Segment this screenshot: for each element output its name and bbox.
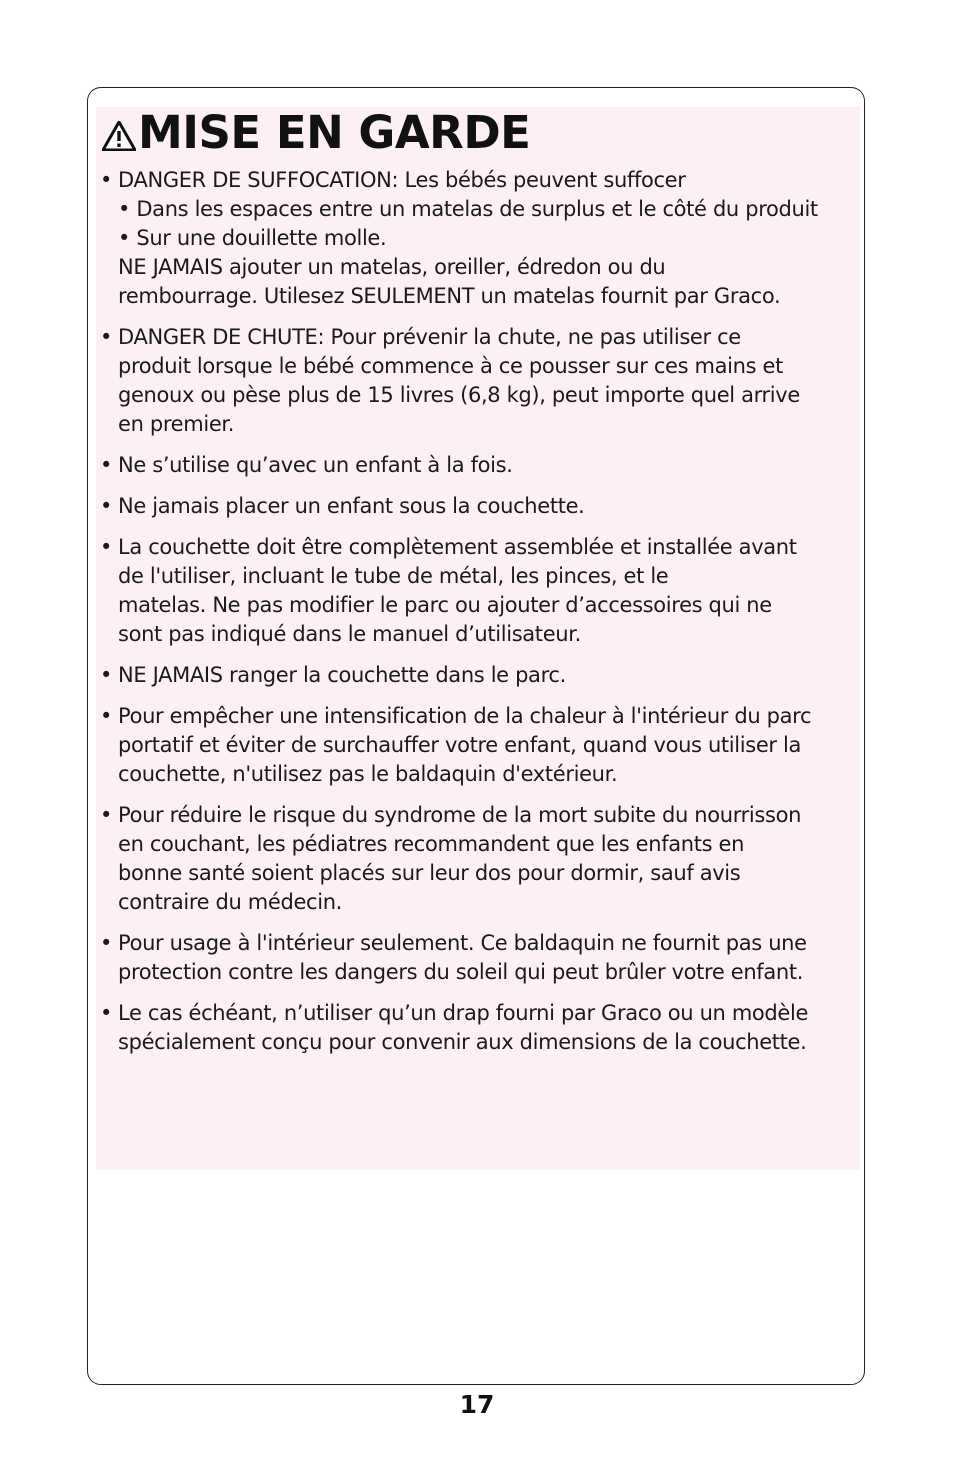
bullet-icon: • (100, 704, 113, 728)
warning-text-line: matelas. Ne pas modifier le parc ou ajouter d’accessoires qui ne (118, 593, 772, 617)
warning-item (100, 702, 860, 789)
warning-item (100, 323, 860, 439)
warning-triangle-icon (102, 121, 136, 151)
warning-text-line: portatif et éviter de surchauffer votre enfant, quand vous utiliser la (118, 733, 802, 757)
warning-sub-item: • Dans les espaces entre un matelas de surplus et le côté du produit (118, 197, 818, 221)
warning-text-line: produit lorsque le bébé commence à ce pousser sur ces mains et (118, 354, 783, 378)
warning-text-line: La couchette doit être complètement assemblée et installée avant (118, 535, 797, 559)
warning-text-line: couchette, n'utilisez pas le baldaquin d'extérieur. (118, 762, 618, 786)
warning-text-line: en premier. (118, 412, 235, 436)
warning-item (100, 492, 860, 521)
bullet-icon: • (100, 1001, 113, 1025)
bullet-icon: • (100, 453, 113, 477)
warning-item (100, 929, 860, 987)
warning-text-line: en couchant, les pédiatres recommandent que les enfants en (118, 832, 745, 856)
warning-text-line: Pour réduire le risque du syndrome de la mort subite du nourrisson (118, 803, 802, 827)
warning-text-line: Pour usage à l'intérieur seulement. Ce baldaquin ne fournit pas une (118, 931, 807, 955)
warning-item (100, 166, 860, 311)
warning-text-line: NE JAMAIS ajouter un matelas, oreiller, édredon ou du (118, 255, 666, 279)
bullet-icon: • (100, 663, 113, 687)
page-number: 17 (459, 1390, 495, 1419)
warning-sub-item: • Sur une douillette molle. (118, 226, 387, 250)
warning-text-line: DANGER DE CHUTE: Pour prévenir la chute, ne pas utiliser ce (118, 325, 741, 349)
warning-item (100, 999, 860, 1057)
warning-text-line: Le cas échéant, n’utiliser qu’un drap fourni par Graco ou un modèle (118, 1001, 809, 1025)
warning-text-line: bonne santé soient placés sur leur dos pour dormir, sauf avis (118, 861, 741, 885)
bullet-icon: • (100, 931, 113, 955)
warning-text-line: protection contre les dangers du soleil qui peut brûler votre enfant. (118, 960, 804, 984)
warning-text-line: Ne s’utilise qu’avec un enfant à la fois. (118, 453, 513, 477)
warning-heading (102, 100, 530, 164)
warning-text-line: Ne jamais placer un enfant sous la couchette. (118, 494, 585, 518)
warning-text-line: NE JAMAIS ranger la couchette dans le parc. (118, 663, 566, 687)
warning-list (100, 166, 860, 1069)
warning-item (100, 533, 860, 649)
warning-item (100, 661, 860, 690)
warning-text-line: Pour empêcher une intensification de la chaleur à l'intérieur du parc (118, 704, 812, 728)
warning-text-line: sont pas indiqué dans le manuel d’utilisateur. (118, 622, 581, 646)
warning-text-line: genoux ou pèse plus de 15 livres (6,8 kg), peut importe quel arrive (118, 383, 800, 407)
bullet-icon: • (100, 325, 113, 349)
warning-text-line: DANGER DE SUFFOCATION: Les bébés peuvent suffocer (118, 168, 686, 192)
bullet-icon: • (100, 494, 113, 518)
bullet-icon: • (100, 803, 113, 827)
warning-item (100, 451, 860, 480)
warning-item (100, 801, 860, 917)
bullet-icon: • (100, 535, 113, 559)
warning-title: MISE EN GARDE (138, 105, 531, 159)
warning-text-line: spécialement conçu pour convenir aux dimensions de la couchette. (118, 1030, 807, 1054)
bullet-icon: • (100, 168, 113, 192)
warning-text-line: contraire du médecin. (118, 890, 342, 914)
warning-text-line: rembourrage. Utilesez SEULEMENT un matelas fournit par Graco. (118, 284, 781, 308)
warning-text-line: de l'utiliser, incluant le tube de métal, les pinces, et le (118, 564, 669, 588)
